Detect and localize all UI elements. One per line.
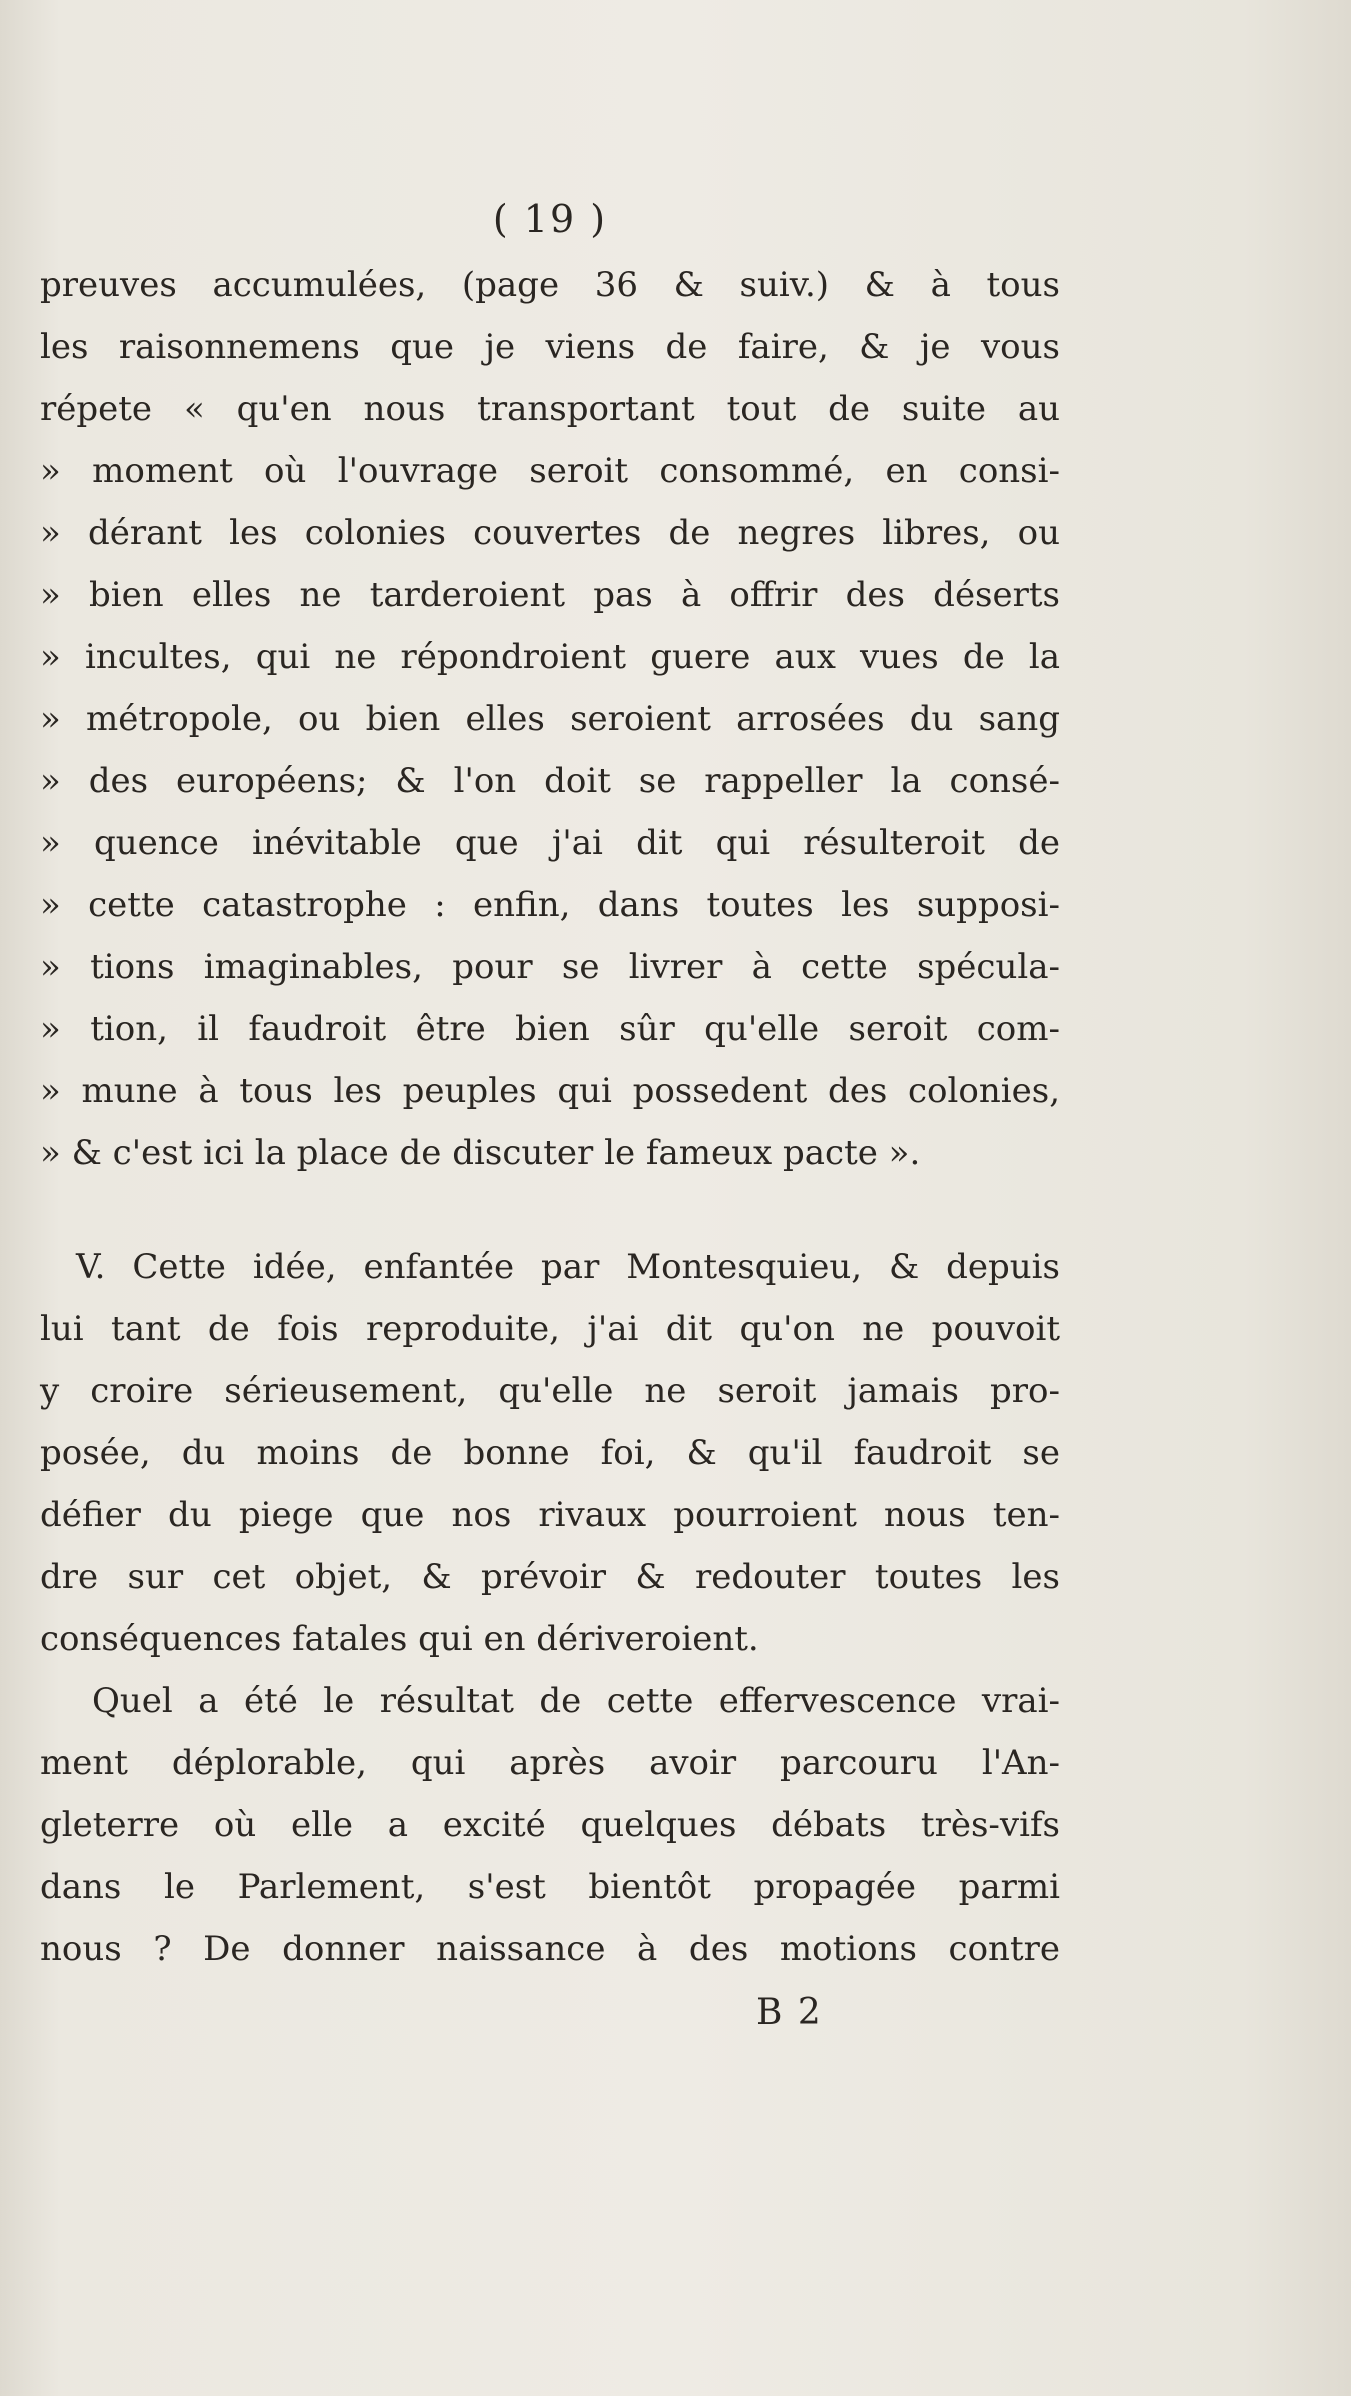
- paragraph-quotation: [40, 254, 1060, 1184]
- text-line: ment déplorable, qui après avoir parcouru l'An-: [40, 1743, 1060, 1783]
- text-line: répete « qu'en nous transportant tout de suite au: [40, 389, 1060, 429]
- text-line: défier du piege que nos rivaux pourroient nous ten-: [40, 1495, 1060, 1535]
- text-line: » cette catastrophe : enfin, dans toutes les supposi-: [40, 885, 1060, 925]
- page-text: [40, 190, 1060, 1980]
- text-line: » des européens; & l'on doit se rappeller la consé-: [40, 761, 1060, 801]
- text-line: preuves accumulées, (page 36 & suiv.) & à tous: [40, 265, 1060, 305]
- text-line: y croire sérieusement, qu'elle ne seroit jamais pro-: [40, 1371, 1060, 1411]
- text-line: » métropole, ou bien elles seroient arrosées du sang: [40, 699, 1060, 739]
- printer-signature-mark: B 2: [756, 1992, 823, 2033]
- text-line: » quence inévitable que j'ai dit qui résulteroit de: [40, 823, 1060, 863]
- text-line: dans le Parlement, s'est bientôt propagée parmi: [40, 1867, 1060, 1907]
- text-line: » tions imaginables, pour se livrer à cette spécula-: [40, 947, 1060, 987]
- text-line: » dérant les colonies couvertes de negres libres, ou: [40, 513, 1060, 553]
- text-line: posée, du moins de bonne foi, & qu'il faudroit se: [40, 1433, 1060, 1473]
- paragraph-section-v: [40, 1236, 1060, 1670]
- text-line: » bien elles ne tarderoient pas à offrir des déserts: [40, 575, 1060, 615]
- page-number: ( 19 ): [492, 197, 608, 241]
- text-line: » incultes, qui ne répondroient guere aux vues de la: [40, 637, 1060, 677]
- text-line: V. Cette idée, enfantée par Montesquieu, & depuis: [76, 1247, 1060, 1287]
- text-line: dre sur cet objet, & prévoir & redouter toutes les: [40, 1557, 1060, 1597]
- text-line: gleterre où elle a excité quelques débats très-vifs: [40, 1805, 1060, 1845]
- text-line: » mune à tous les peuples qui possedent des colonies,: [40, 1071, 1060, 1111]
- paragraph-question: [40, 1670, 1060, 1980]
- text-line: » tion, il faudroit être bien sûr qu'elle seroit com-: [40, 1009, 1060, 1049]
- text-line: » & c'est ici la place de discuter le fameux pacte ».: [40, 1133, 921, 1173]
- text-line: Quel a été le résultat de cette effervescence vrai-: [92, 1681, 1060, 1721]
- text-line: nous ? De donner naissance à des motions contre: [40, 1929, 1060, 1969]
- text-line: conséquences fatales qui en dériveroient.: [40, 1619, 759, 1659]
- text-line: lui tant de fois reproduite, j'ai dit qu'on ne pouvoit: [40, 1309, 1060, 1349]
- text-line: » moment où l'ouvrage seroit consommé, en consi-: [40, 451, 1060, 491]
- text-line: les raisonnemens que je viens de faire, & je vous: [40, 327, 1060, 367]
